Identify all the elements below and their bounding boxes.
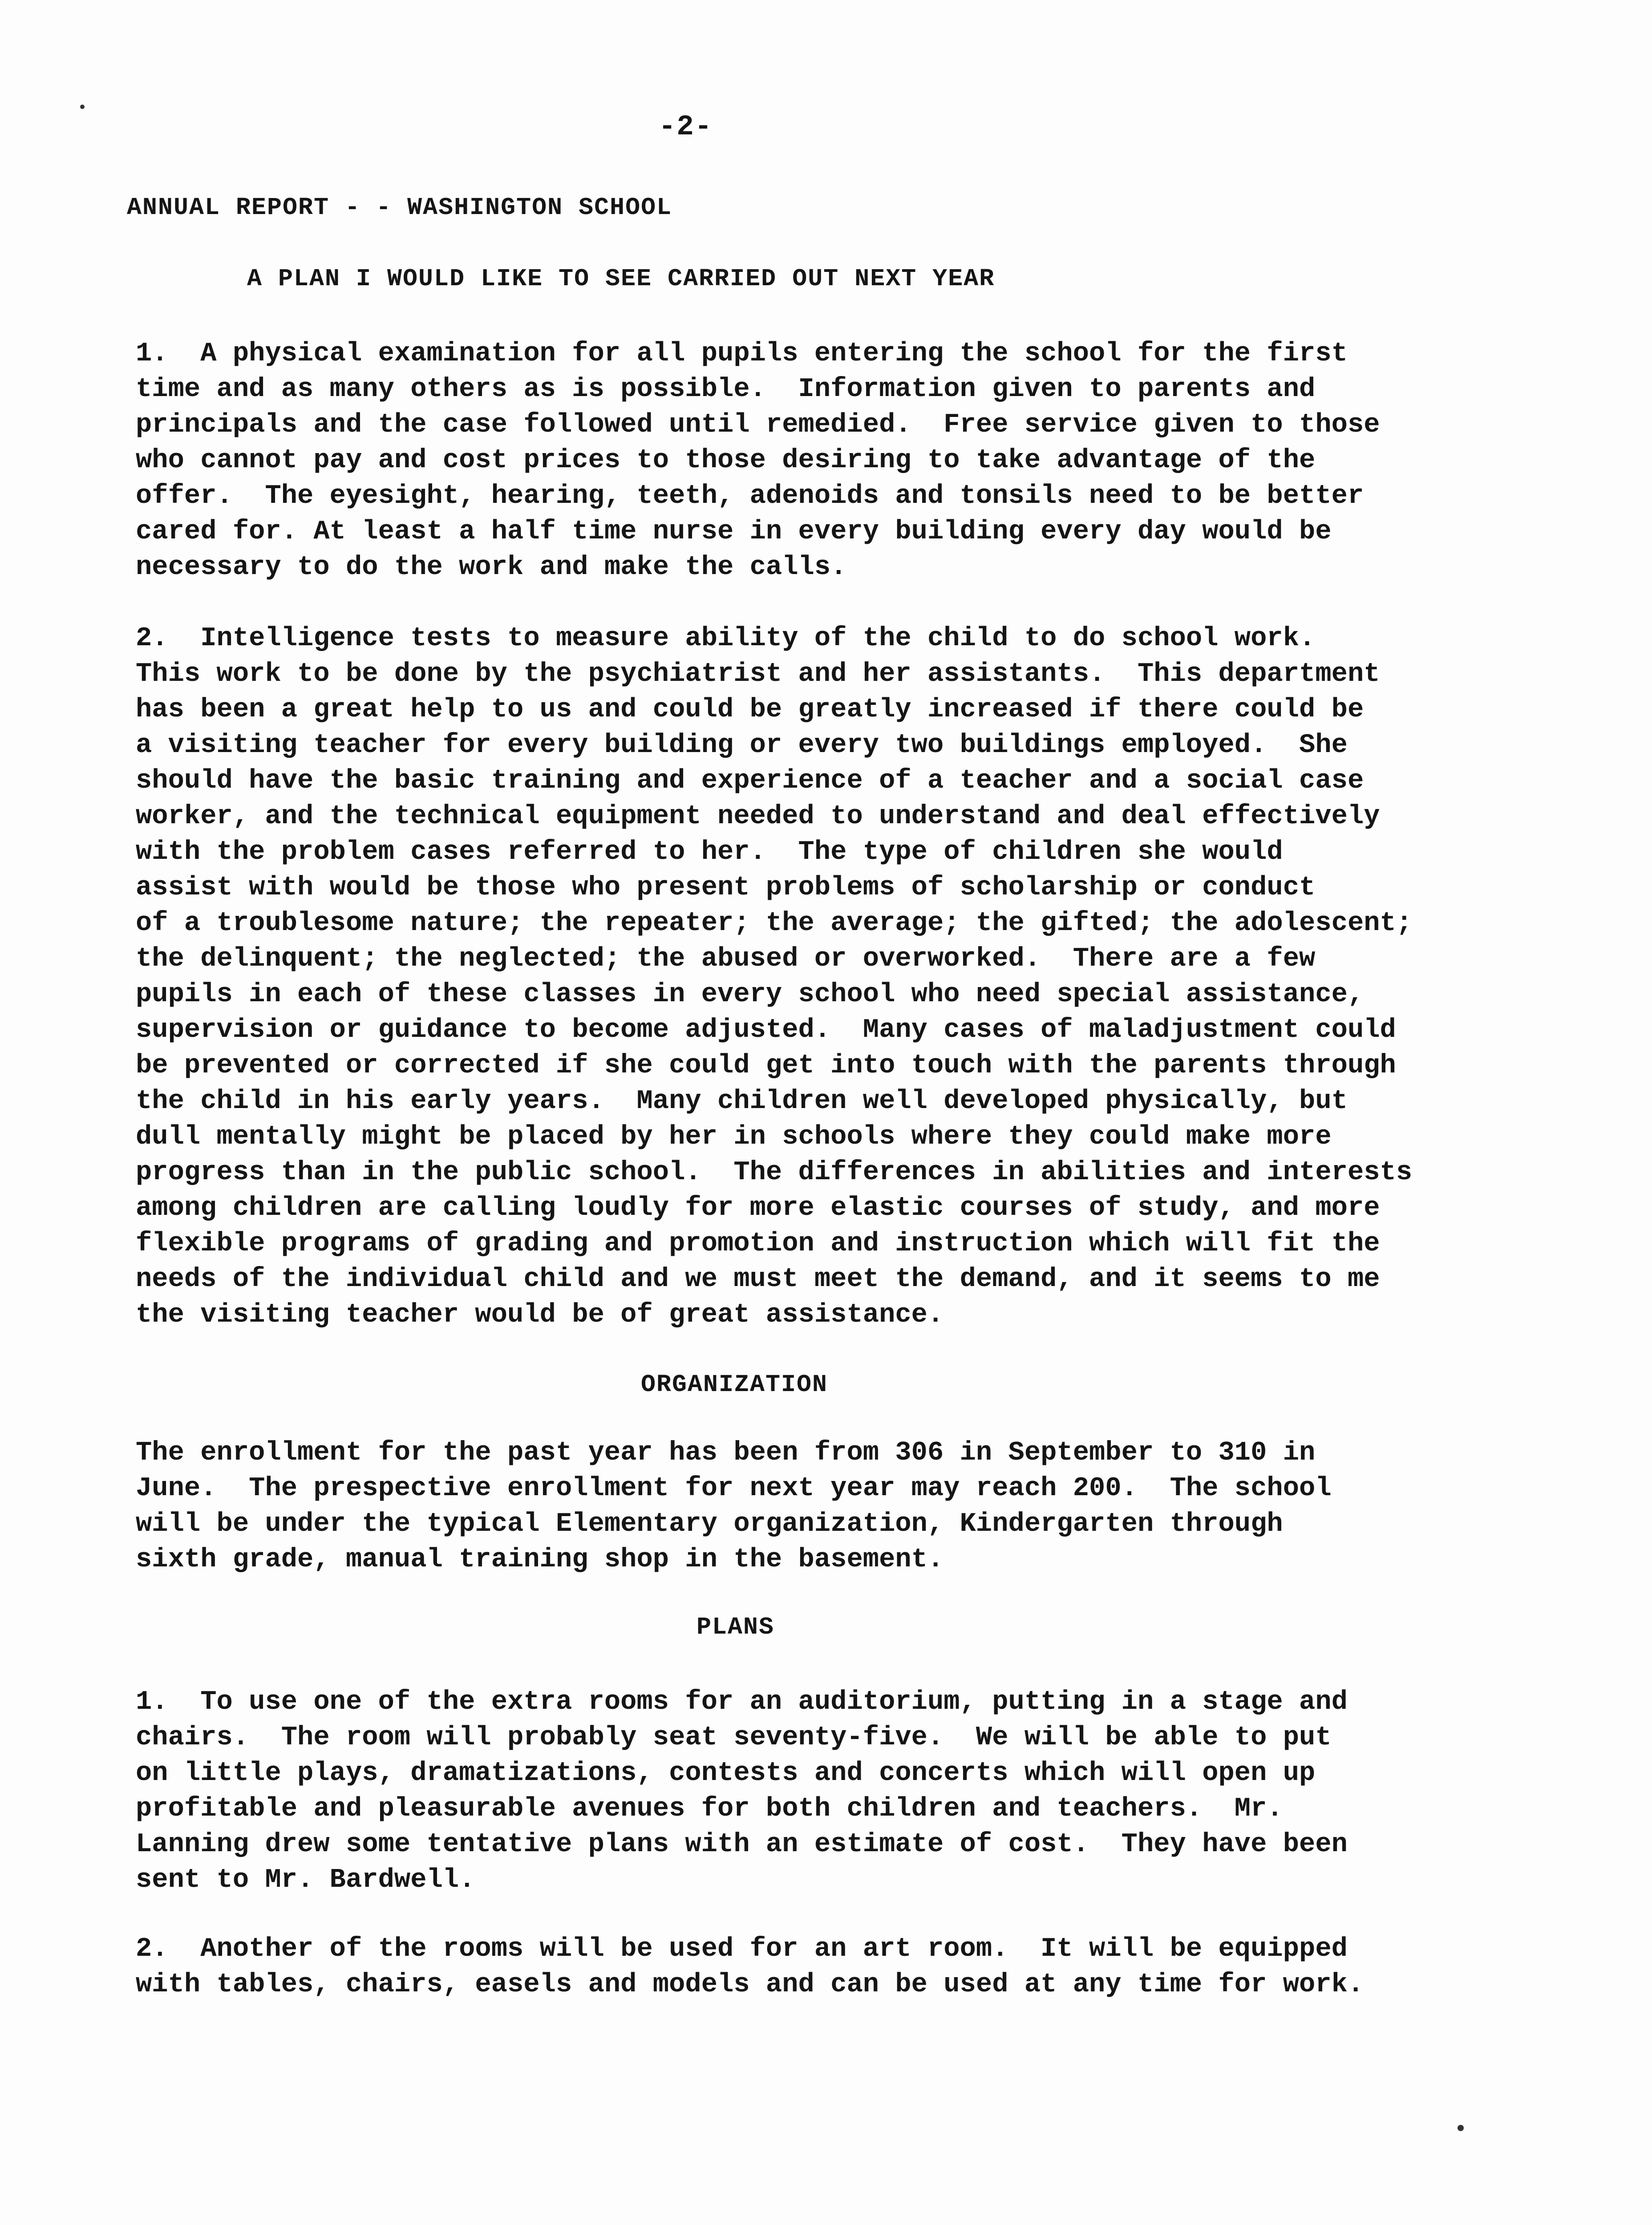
text-line: the visiting teacher would be of great assistance. [136,1300,944,1330]
text-line: supervision or guidance to become adjusted. Many cases of maladjustment could [136,1015,1396,1045]
text-line: worker, and the technical equipment needed to understand and deal effectively [136,801,1380,832]
text-line: The enrollment for the past year has been from 306 in September to 310 in [136,1438,1316,1468]
text-line: sixth grade, manual training shop in the basement. [136,1545,944,1575]
text-line: 2. Intelligence tests to measure ability of the child to do school work. [136,623,1316,654]
text-line: the delinquent; the neglected; the abused or overworked. There are a few [136,944,1316,974]
text-line: profitable and pleasurable avenues for both children and teachers. Mr. [136,1794,1283,1824]
text-line: needs of the individual child and we must meet the demand, and it seems to me [136,1264,1380,1295]
text-line: principals and the case followed until remedied. Free service given to those [136,410,1380,440]
text-line: a visiting teacher for every building or every two buildings employed. She [136,730,1348,761]
text-line: on little plays, dramatizations, contests and concerts which will open up [136,1758,1316,1788]
plans-item-1 [136,1684,1471,1898]
text-line: chairs. The room will probably seat seventy-five. We will be able to put [136,1723,1332,1753]
text-line: Lanning drew some tentative plans with an estimate of cost. They have been [136,1829,1348,1860]
text-line: flexible programs of grading and promotion and instruction which will fit the [136,1229,1380,1259]
text-line: 1. To use one of the extra rooms for an auditorium, putting in a stage and [136,1687,1348,1717]
section-heading-organization: ORGANIZATION [641,1371,828,1399]
plan-item-1 [136,336,1471,585]
scan-speck [80,105,85,109]
section-heading-plan: A PLAN I WOULD LIKE TO SEE CARRIED OUT NEXT YEAR [247,265,995,293]
text-line: necessary to do the work and make the calls. [136,552,847,583]
text-line: with the problem cases referred to her. The type of children she would [136,837,1283,867]
text-line: will be under the typical Elementary organization, Kindergarten through [136,1509,1283,1539]
text-line: sent to Mr. Bardwell. [136,1865,475,1895]
text-line: among children are calling loudly for more elastic courses of study, and more [136,1193,1380,1223]
text-line: should have the basic training and experience of a teacher and a social case [136,766,1364,796]
text-line: 2. Another of the rooms will be used for an art room. It will be equipped [136,1934,1348,1964]
text-line: 1. A physical examination for all pupils entering the school for the first [136,339,1348,369]
text-line: progress than in the public school. The differences in abilities and interests [136,1157,1413,1188]
organization-paragraph [136,1435,1471,1578]
text-line: pupils in each of these classes in every school who need special assistance, [136,979,1364,1010]
text-line: dull mentally might be placed by her in schools where they could make more [136,1122,1332,1152]
text-line: of a troublesome nature; the repeater; the average; the gifted; the adolescent; [136,908,1413,939]
text-line: June. The prespective enrollment for next year may reach 200. The school [136,1473,1332,1504]
text-line: the child in his early years. Many children well developed physically, but [136,1086,1348,1117]
plans-item-2 [136,1931,1471,2002]
text-line: with tables, chairs, easels and models and can be used at any time for work. [136,1970,1364,2000]
text-line: time and as many others as is possible. Information given to parents and [136,374,1316,405]
text-line: assist with would be those who present problems of scholarship or conduct [136,873,1316,903]
scan-speck [1458,2125,1464,2131]
plan-item-2 [136,621,1471,1333]
page-number: -2- [659,111,713,143]
text-line: has been a great help to us and could be greatly increased if there could be [136,695,1364,725]
report-title: ANNUAL REPORT - - WASHINGTON SCHOOL [127,194,672,222]
text-line: This work to be done by the psychiatrist and her assistants. This department [136,659,1380,689]
section-heading-plans: PLANS [696,1613,775,1641]
text-line: offer. The eyesight, hearing, teeth, adenoids and tonsils need to be better [136,481,1364,511]
text-line: cared for. At least a half time nurse in every building every day would be [136,517,1332,547]
text-line: be prevented or corrected if she could get into touch with the parents through [136,1051,1396,1081]
text-line: who cannot pay and cost prices to those desiring to take advantage of the [136,445,1316,476]
